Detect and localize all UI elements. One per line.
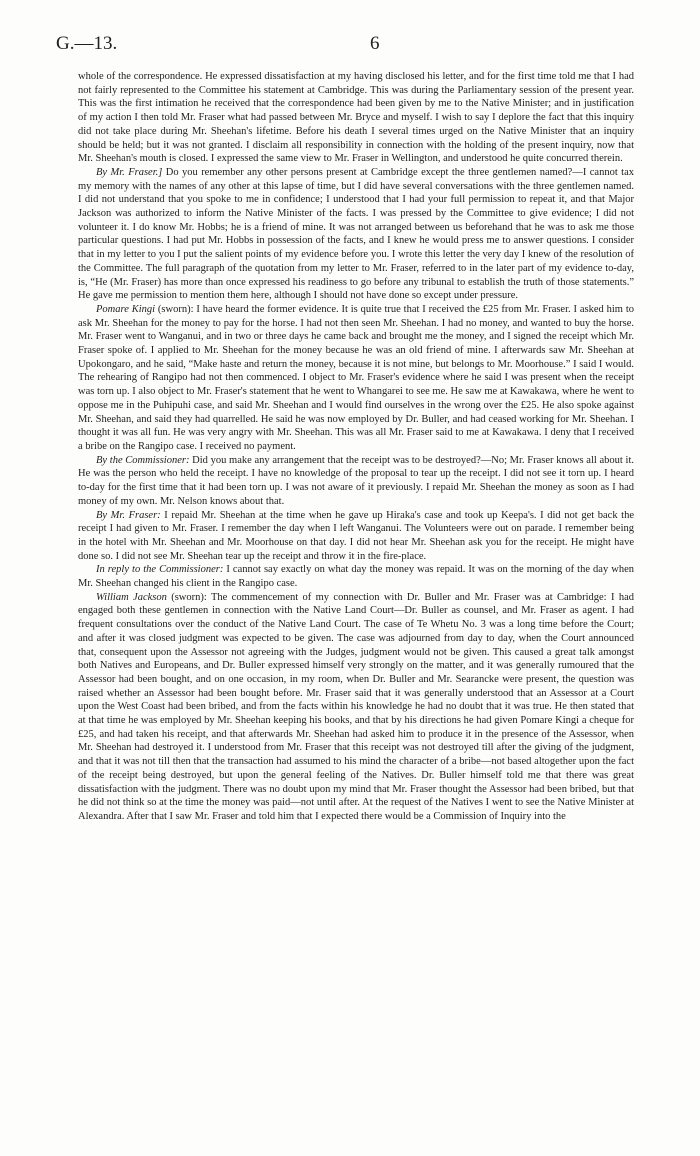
page-number: 6 [370, 33, 380, 54]
paragraph [78, 303, 634, 454]
paragraph-text: I repaid Mr. Sheehan at the time when he gave up Hiraka's case and took up Keepa's. I did not get back the receipt I had given to Mr. Fraser. I remember the day when I left Wanganui. The Volunteers were out on parade. I remember being in the hotel with Mr. Sheehan and Mr. Moorhouse on that day. I did not hear Mr. Sheehan ask you for the receipt. He might have done so. I did not see Mr. Sheehan tear up the receipt and throw it in the fire-place. [78, 509, 635, 562]
paragraph-text: Did you make any arrangement that the receipt was to be destroyed?—No; Mr. Fraser knows all about it. He was the person who held the receipt. I have no knowledge of the proposal to tear up the receipt. I did not see it torn up. I heard to-day for the first time that it had been torn up. I was not aware of it previously. I repaid Mr. Sheehan the money as soon as I had money of my own. Mr. Nelson knows about that. [78, 454, 634, 507]
paragraph [78, 166, 634, 303]
paragraph-lead: Pomare Kingi [96, 303, 156, 315]
paragraph-text: (sworn): The commencement of my connection with Dr. Buller and Mr. Fraser was at Cambridge: I had engaged both these gentlemen in connection with the Native Land Court—Dr. Buller as counsel, and Mr. Fraser as agent. I had frequent consultations over the conduct of the Native Land Court. The case of Te Whetu No. 3 was a long time before the Court; and after it was closed judgment was expected to be given. The case was adjourned from day to day, when the Court announced that, consequent upon the Assessor not agreeing with the Judges, judgment would not be given. This caused a great talk amongst both Natives and Europeans, and Dr. Buller expressed himself very strongly on the matter, and it was generally rumoured that the Assessor had been bought, and on one occasion, in my room, when Dr. Buller and Mr. Searancke were present, the question was raised whether an Assessor had been bought before. Mr. Fraser said that it was generally understood that an Assessor at a Court upon the West Coast had been bribed, and from the facts within his knowledge he had no doubt that it was true. He then stated that at that time he was employed by Mr. Sheehan keeping his books, and that by his directions he had given Pomare Kingi a cheque for £25, and had taken his receipt, and that afterwards Mr. Sheehan had asked him to produce it in the presence of the Assessor, when Mr. Sheehan had destroyed it. I understood from Mr. Fraser that this receipt was not destroyed till after the giving of the judgment, and that it was not till then that the transaction had assumed to his mind the character of a bribe—not based altogether upon the fact of the receipt being destroyed, but upon the general feeling of the Natives. Dr. Buller himself told me that there was great dissatisfaction with the judgment. There was no doubt upon my mind that Mr. Fraser thought the Assessor had been bribed, but that he did not think so at the time the money was paid—not until after. At the request of the Natives I went to see the Native Minister at Alexandra. After that I saw Mr. Fraser and told him that I expected there would be a Commission of Inquiry into the [78, 591, 634, 822]
paragraph-lead: By the Commissioner: [96, 454, 190, 466]
paragraph [78, 591, 634, 824]
paragraph [78, 70, 634, 166]
document-reference: G.—13. [56, 33, 118, 54]
page-header [56, 30, 648, 58]
paragraph-lead: In reply to the Commissioner: [96, 564, 224, 576]
paragraph [78, 454, 634, 509]
paragraph [78, 509, 634, 564]
paragraph-lead: William Jackson [96, 591, 167, 603]
paragraph-text: I cannot say exactly on what day the money was repaid. It was on the morning of the day when Mr. Sheehan changed his client in the Rangipo case. [78, 564, 634, 590]
paragraph-text: whole of the correspondence. He expressed dissatisfaction at my having disclosed his letter, and for the first time told me that I had not fairly represented to the Committee his statement at Cambridge. This was during the Parliamentary session of the present year. This was the first intimation he received that the correspondence had been given by me to the Native Minister; and in justification of my action I then told Mr. Fraser what had passed between Mr. Bryce and myself. I wish to say I deplore the fact that this inquiry did not take place during Mr. Sheehan's lifetime. Before his death I several times urged on the Native Minister that an inquiry should be held; but it was not granted. I disclaim all responsibility in connection with the holding of the present inquiry, now that Mr. Sheehan's mouth is closed. I expressed the same view to Mr. Fraser in Wellington, and understood he quite concurred therein. [78, 71, 634, 165]
paragraph-text: Do you remember any other persons present at Cambridge except the three gentlemen named?—I cannot tax my memory with the names of any other at this lapse of time, but I did have several conversations with the three gentlemen named. I did not understand that you spoke to me in confidence; I understood that I had your full permission to repeat it, and that Major Jackson was authorized to inform the Native Minister of the facts. I was pressed by the Committee to give evidence; I did not volunteer it. I do know Mr. Hobbs; he is a friend of mine. It was not arranged between us beforehand that he was to ask me those particular questions. I had put Mr. Hobbs in possession of the facts, and I knew he would press me to answer questions. I consider that in my letter to you I put the salient points of my evidence before you. I wrote this letter the very day I knew of the resolution of the Committee. The full paragraph of the quotation from my letter to Mr. Fraser, referred to in the later part of my evidence to-day, is, “He (Mr. Fraser) has more than once expressed his readiness to go before any tribunal to establish the truth of those statements.” He gave me permission to mention them here, although I should not have done so except under pressure. [78, 166, 634, 302]
paragraph [78, 563, 634, 590]
paragraph-lead: By Mr. Fraser: [96, 509, 161, 521]
document-body [78, 70, 634, 824]
paragraph-text: (sworn): I have heard the former evidence. It is quite true that I received the £25 from Mr. Fraser. I asked him to ask Mr. Sheehan for the money to pay for the horse. I had not then seen Mr. Sheehan. I had no money, and wanted to buy the horse. Mr. Fraser went to Wanganui, and in two or three days he came back and brought me the money, and I signed the receipt which Mr. Fraser spoke of. I applied to Mr. Sheehan for the money because he was an old friend of mine. I afterwards saw Mr. Sheehan at Upokongaro, and he said, “Make haste and return the money, because it is not mine, but belongs to Mr. Moorhouse.” I said I would. The rehearing of Rangipo had not then commenced. I object to Mr. Fraser's evidence where he said I was present when the receipt was torn up. I also object to Mr. Fraser's statement that he went to Whangarei to see me. He saw me at Kawakawa, where he went to oppose me in the Puhipuhi case, and said Mr. Sheehan and I would find ourselves in the wrong over the £25. He also spoke against Mr. Sheehan, and said they had quarrelled. He said he was now employed by Dr. Buller, and had ceased working for Mr. Sheehan. I thought it was all fun. He was very angry with Mr. Sheehan. This was all Mr. Fraser said to me at Kawakawa. I deny that I received a bribe on the Rangipo case. I received no payment. [78, 303, 634, 452]
paragraph-lead: By Mr. Fraser.] [96, 166, 163, 178]
